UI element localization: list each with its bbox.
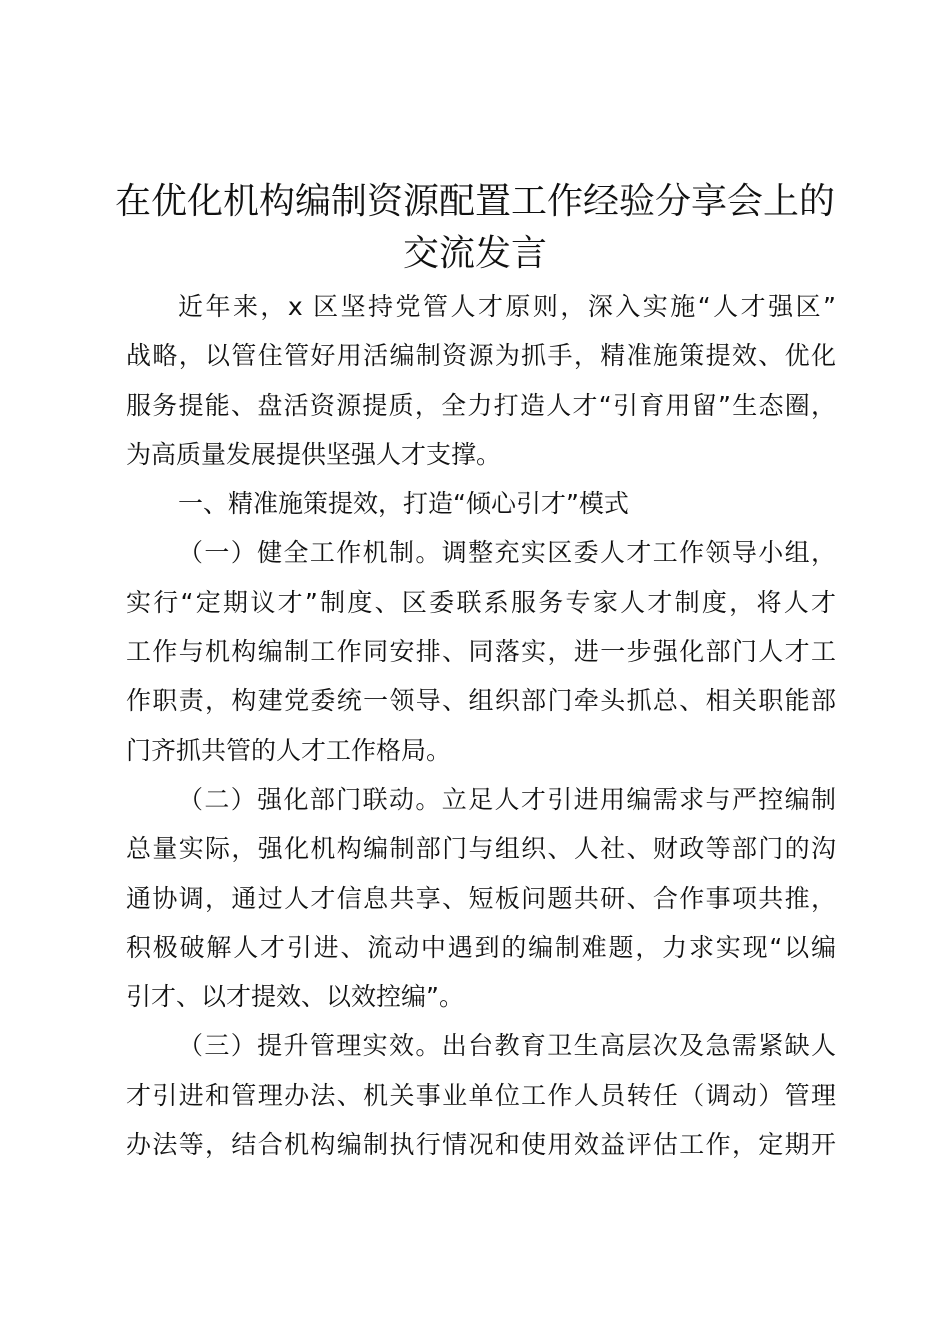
paragraph-subsection-3 [126, 1021, 836, 1169]
text-line: 引才、以才提效、以效控编”。 [126, 982, 464, 1012]
title-line-2: 交流发言 [402, 233, 547, 274]
section-heading-text: 一、精准施策提效，打造“倾心引才”模式 [178, 489, 629, 519]
text-line: 总量实际，强化机构编制部门与组织、人社、财政等部门的沟 [126, 834, 836, 864]
paragraph-intro [126, 282, 836, 479]
text-line: 服务提能、盘活资源提质，全力打造人才“引育用留”生态圈， [126, 390, 836, 420]
paragraph-subsection-1 [126, 528, 836, 774]
paragraph-subsection-2 [126, 775, 836, 1021]
text-line: （二）强化部门联动。立足人才引进用编需求与严控编制 [178, 784, 836, 814]
text-line: （三）提升管理实效。出台教育卫生高层次及急需紧缺人 [178, 1031, 836, 1061]
section-heading-1 [126, 479, 836, 528]
text-line: 门齐抓共管的人才工作格局。 [126, 735, 452, 765]
text-line: 积极破解人才引进、流动中遇到的编制难题，力求实现“以编 [126, 932, 836, 962]
document-title [110, 176, 840, 280]
text-line: 为高质量发展提供坚强人才支撑。 [126, 439, 502, 469]
text-line: 战略，以管住管好用活编制资源为抓手，精准施策提效、优化 [126, 341, 836, 371]
text-line: 才引进和管理办法、机关事业单位工作人员转任（调动）管理 [126, 1080, 836, 1110]
document-body [126, 282, 836, 1169]
text-line: 办法等，结合机构编制执行情况和使用效益评估工作，定期开 [126, 1130, 836, 1160]
text-line: 通协调，通过人才信息共享、短板问题共研、合作事项共推， [126, 883, 836, 913]
text-line: 实行“定期议才”制度、区委联系服务专家人才制度，将人才 [126, 587, 836, 617]
title-line-1: 在优化机构编制资源配置工作经验分享会上的 [114, 181, 835, 222]
text-line: 作职责，构建党委统一领导、组织部门牵头抓总、相关职能部 [126, 686, 836, 716]
text-line: （一）健全工作机制。调整充实区委人才工作领导小组， [178, 538, 836, 568]
text-line: 近年来，x 区坚持党管人才原则，深入实施“人才强区” [178, 292, 836, 321]
text-line: 工作与机构编制工作同安排、同落实，进一步强化部门人才工 [126, 637, 836, 667]
